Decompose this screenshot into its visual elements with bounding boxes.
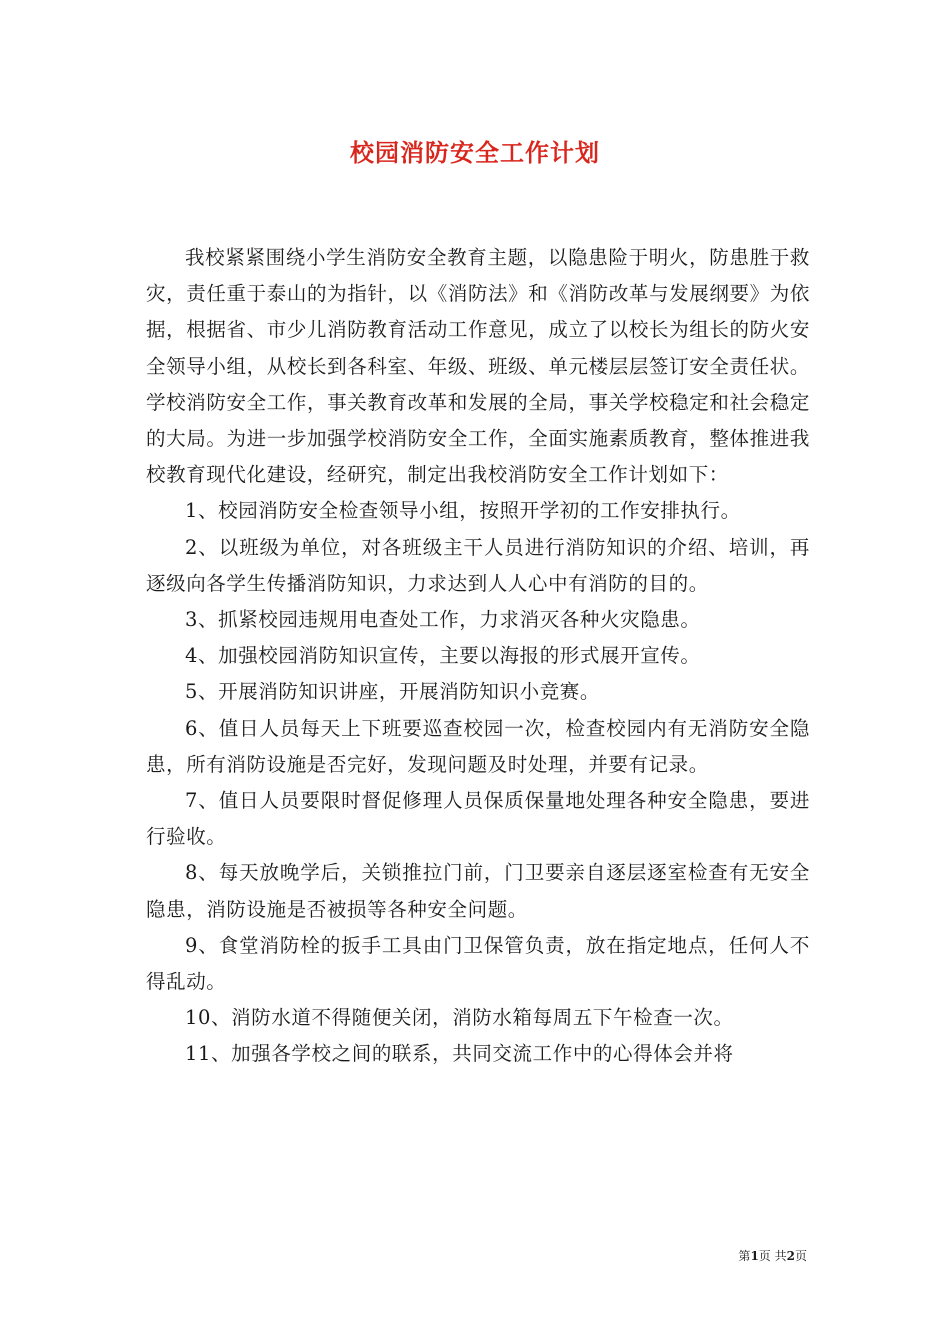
plan-item-10: 10、消防水道不得随便关闭，消防水箱每周五下午检查一次。 xyxy=(185,1006,734,1030)
document-title: 校园消防安全工作计划 xyxy=(350,138,600,167)
total-pages-number: 2 xyxy=(786,1249,795,1263)
footer-prefix: 第 xyxy=(738,1249,751,1263)
intro-paragraph: 我校紧紧围绕小学生消防安全教育主题，以隐患险于明火，防患胜于救灾，责任重于泰山的为指针，以《消防法》和《消防改革与发展纲要》为依据，根据省、市少儿消防教育活动工作意见，成立了以校长为组长的防火安全领导小组，从校长到各科室、年级、班级、单元楼层层签订安全责任状。学校消防安全工作，事关教育改革和发展的全局，事关学校稳定和社会稳定的大局。为进一步加强学校消防安全工作，全面实施素质教育，整体推进我校教育现代化建设，经研究，制定出我校消防安全工作计划如下： xyxy=(146,246,810,487)
plan-item-11: 11、加强各学校之间的联系，共同交流工作中的心得体会并将 xyxy=(185,1042,734,1066)
plan-item-9: 9、食堂消防栓的扳手工具由门卫保管负责，放在指定地点，任何人不得乱动。 xyxy=(146,933,810,994)
plan-item-7: 7、值日人员要限时督促修理人员保质保量地处理各种安全隐患，要进行验收。 xyxy=(146,789,810,849)
footer-suffix: 页 xyxy=(794,1249,807,1263)
page-number-footer xyxy=(0,1247,807,1264)
footer-middle: 页 共 xyxy=(758,1249,787,1263)
plan-item-5: 5、开展消防知识讲座，开展消防知识小竞赛。 xyxy=(185,680,601,704)
plan-item-6: 6、值日人员每天上下班要巡查校园一次，检查校园内有无消防安全隐患，所有消防设施是否完好，发现问题及时处理，并要有记录。 xyxy=(146,716,810,776)
plan-item-2: 2、以班级为单位，对各班级主干人员进行消防知识的介绍、培训，再逐级向各学生传播消防知识，力求达到人人心中有消防的目的。 xyxy=(146,535,810,595)
plan-item-1: 1、校园消防安全检查领导小组，按照开学初的工作安排执行。 xyxy=(185,499,741,523)
document-body xyxy=(146,240,810,1073)
current-page-number: 1 xyxy=(750,1249,759,1263)
plan-item-8: 8、每天放晚学后，关锁推拉门前，门卫要亲自逐层逐室检查有无安全隐患，消防设施是否被损等各种安全问题。 xyxy=(146,861,810,921)
plan-item-3: 3、抓紧校园违规用电查处工作，力求消灭各种火灾隐患。 xyxy=(185,608,701,632)
plan-item-4: 4、加强校园消防知识宣传，主要以海报的形式展开宣传。 xyxy=(185,644,701,668)
